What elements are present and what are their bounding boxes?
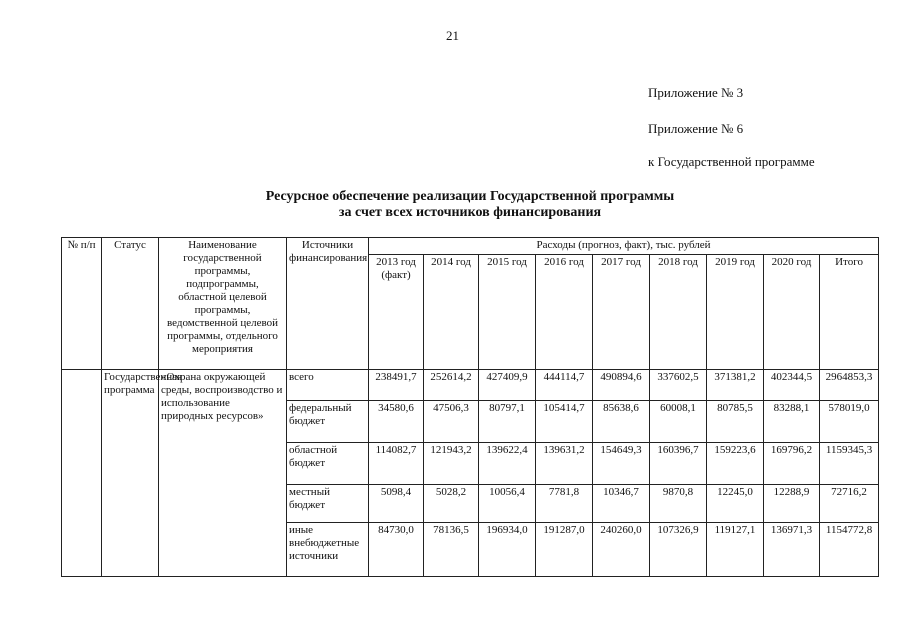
expense-value: 60008,1 — [650, 401, 707, 443]
header-expenses: Расходы (прогноз, факт), тыс. рублей — [369, 238, 879, 255]
expense-value: 337602,5 — [650, 370, 707, 401]
expense-value: 2964853,3 — [820, 370, 879, 401]
expense-value: 10346,7 — [593, 485, 650, 523]
header-num: № п/п — [62, 238, 102, 370]
expense-value: 240260,0 — [593, 523, 650, 577]
funding-source: местный бюджет — [287, 485, 369, 523]
expense-value: 1154772,8 — [820, 523, 879, 577]
expense-value: 119127,1 — [707, 523, 764, 577]
expense-value: 139622,4 — [479, 443, 536, 485]
expense-value: 83288,1 — [764, 401, 820, 443]
header-status: Статус — [102, 238, 159, 370]
expense-value: 490894,6 — [593, 370, 650, 401]
expense-value: 84730,0 — [369, 523, 424, 577]
funding-source: федеральный бюджет — [287, 401, 369, 443]
expense-value: 1159345,3 — [820, 443, 879, 485]
expense-value: 12288,9 — [764, 485, 820, 523]
expense-value: 114082,7 — [369, 443, 424, 485]
expense-value: 12245,0 — [707, 485, 764, 523]
expense-value: 121943,2 — [424, 443, 479, 485]
header-row — [62, 238, 879, 255]
page-number: 21 — [446, 28, 459, 43]
row-num-cell — [62, 370, 102, 577]
expense-value: 196934,0 — [479, 523, 536, 577]
funding-source: иные внебюджетные источники — [287, 523, 369, 577]
expense-value: 154649,3 — [593, 443, 650, 485]
expense-value: 371381,2 — [707, 370, 764, 401]
expense-value: 139631,2 — [536, 443, 593, 485]
expense-value: 427409,9 — [479, 370, 536, 401]
expense-value: 34580,6 — [369, 401, 424, 443]
program-status: Государственная программа — [102, 370, 159, 577]
expense-value: 169796,2 — [764, 443, 820, 485]
header-year-2014: 2014 год — [424, 255, 479, 370]
expense-value: 47506,3 — [424, 401, 479, 443]
expense-value: 5098,4 — [369, 485, 424, 523]
header-year-2019: 2019 год — [707, 255, 764, 370]
document-title-line-2: за счет всех источников финансирования — [338, 205, 602, 220]
header-year-2020: 2020 год — [764, 255, 820, 370]
expense-value: 78136,5 — [424, 523, 479, 577]
appendix-line-1: Приложение № 3 — [648, 85, 744, 100]
expense-value: 9870,8 — [650, 485, 707, 523]
header-total: Итого — [820, 255, 879, 370]
expense-value: 444114,7 — [536, 370, 593, 401]
header-year-2013: 2013 год (факт) — [369, 255, 424, 370]
header-year-2018: 2018 год — [650, 255, 707, 370]
appendix-line-3: к Государственной программе — [648, 154, 815, 169]
expense-value: 238491,7 — [369, 370, 424, 401]
header-year-2015: 2015 год — [479, 255, 536, 370]
expense-value: 5028,2 — [424, 485, 479, 523]
funding-source: областной бюджет — [287, 443, 369, 485]
header-sources: Источники финансирования — [287, 238, 369, 370]
header-year-2016: 2016 год — [536, 255, 593, 370]
expense-value: 85638,6 — [593, 401, 650, 443]
expense-value: 107326,9 — [650, 523, 707, 577]
resource-table — [61, 237, 879, 577]
expense-value: 578019,0 — [820, 401, 879, 443]
expense-value: 160396,7 — [650, 443, 707, 485]
expense-value: 191287,0 — [536, 523, 593, 577]
expense-value: 159223,6 — [707, 443, 764, 485]
expense-value: 80785,5 — [707, 401, 764, 443]
funding-source: всего — [287, 370, 369, 401]
program-name: «Охрана окружающей среды, воспроизводство и использование природных ресурсов» — [159, 370, 287, 577]
expense-value: 10056,4 — [479, 485, 536, 523]
expense-value: 252614,2 — [424, 370, 479, 401]
expense-value: 72716,2 — [820, 485, 879, 523]
expense-value: 7781,8 — [536, 485, 593, 523]
header-year-2017: 2017 год — [593, 255, 650, 370]
header-name: Наименование государственной программы, подпрограммы, областной целевой программы, ведомственной целевой программы, отдельного мероприятия — [159, 238, 287, 370]
expense-value: 402344,5 — [764, 370, 820, 401]
expense-value: 105414,7 — [536, 401, 593, 443]
expense-value: 136971,3 — [764, 523, 820, 577]
appendix-line-2: Приложение № 6 — [648, 121, 744, 136]
document-title-line-1: Ресурсное обеспечение реализации Государственной программы — [265, 189, 675, 204]
expense-value: 80797,1 — [479, 401, 536, 443]
table-row — [62, 370, 879, 401]
